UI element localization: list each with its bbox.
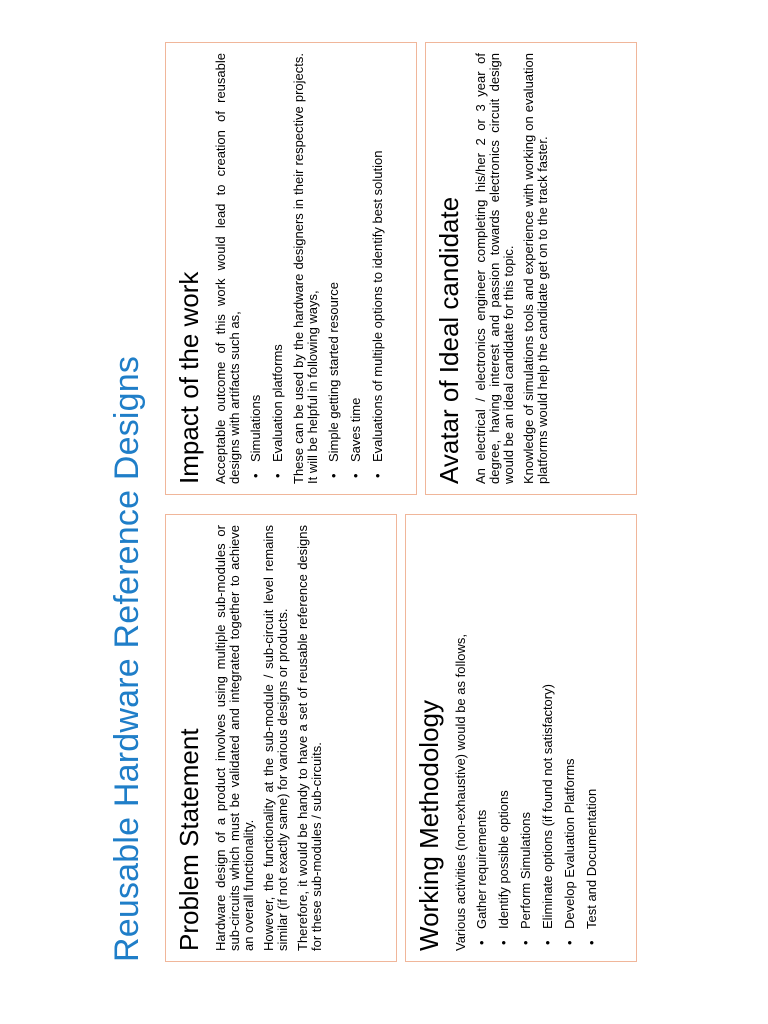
list-item: • Simulations [248,394,263,478]
working-methodology-heading: Working Methodology [414,700,444,951]
problem-paragraph-2: However, the functionality at the sub-module / sub-circuit level remains similar (if not exactly same) for various designs or products. [261,525,290,951]
avatar-paragraph-2: Knowledge of simulations tools and experience with working on evaluation platforms would help the candidate get on to the track faster. [521,53,550,484]
working-methodology-panel [405,514,637,962]
list-item: • Eliminate options (if found not satisfactory) [540,684,555,945]
impact-intro: Acceptable outcome of this work would lead to creation of reusable designs with artifacts such as, [213,53,242,484]
methodology-list [474,525,599,951]
avatar-heading: Avatar of Ideal candidate [434,196,464,484]
list-item: • Evaluation platforms [270,344,285,478]
list-item: • Saves time [348,397,363,478]
list-item: • Perform Simulations [518,811,533,945]
list-item: • Gather requirements [474,809,489,945]
impact-benefits-list [326,53,385,484]
avatar-paragraph-1: An electrical / electronics engineer completing his/her 2 or 3 year of degree, having interest and passion towards electronics circuit design would be an ideal candidate for this topic. [473,53,516,484]
impact-panel [165,42,417,495]
problem-statement-panel [165,514,397,962]
methodology-intro: Various activities (non-exhaustive) would be as follows, [453,634,468,951]
impact-middle: These can be used by the hardware designers in their respective projects. It will be helpful in following ways, [291,53,320,484]
impact-artifacts-list [248,53,285,484]
list-item: • Evaluations of multiple options to identify best solution [370,150,385,478]
avatar-panel [425,42,637,495]
problem-paragraph-3: Therefore, it would be handy to have a set of reusable reference designs for these sub-modules / sub-circuits. [295,525,324,951]
slide-title: Reusable Hardware Reference Designs [108,355,146,962]
problem-paragraph-1: Hardware design of a product involves using multiple sub-modules or sub-circuits which must be validated and integrated together to achieve an overall functionality. [213,525,256,951]
problem-statement-heading: Problem Statement [174,728,204,951]
list-item: • Identify possible options [496,790,511,945]
list-item: • Develop Evaluation Platforms [562,758,577,945]
list-item: • Test and Documentation [584,788,599,945]
impact-heading: Impact of the work [174,271,204,484]
list-item: • Simple getting started resource [326,282,341,478]
